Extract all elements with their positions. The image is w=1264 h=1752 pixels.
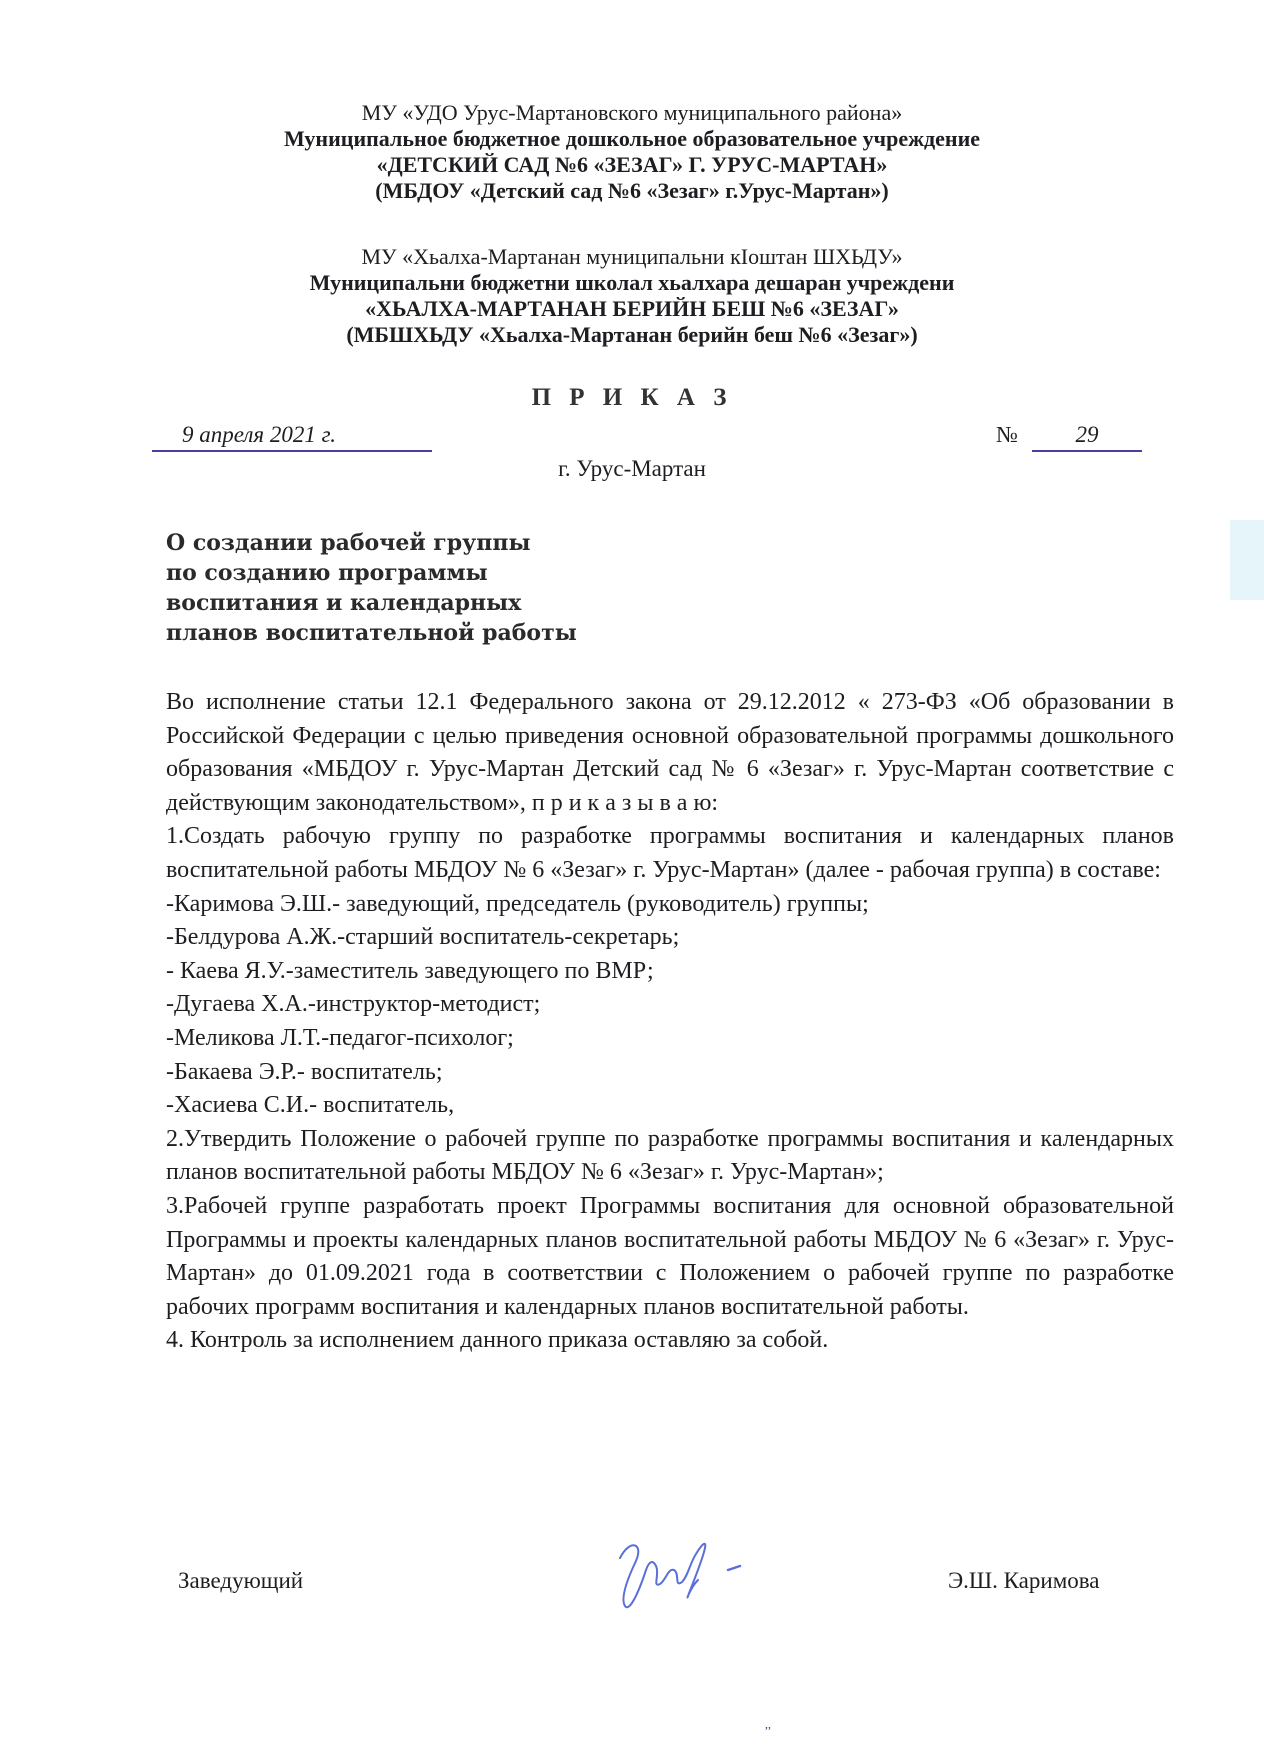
member-list-item: -Дугаева Х.А.-инструктор-методист; xyxy=(166,991,541,1018)
member-list-item: - Каева Я.У.-заместитель заведующего по ВМР; xyxy=(166,957,654,984)
signer-name: Э.Ш. Каримова xyxy=(948,1568,1100,1593)
signer-position: Заведующий xyxy=(178,1568,304,1593)
header-ce-line2: Муниципальни бюджетни школал хьалхара дешаран учреждени xyxy=(309,270,955,295)
order-date: 9 апреля 2021 г. xyxy=(182,422,337,447)
header-ru-line4: (МБДОУ «Детский сад №6 «Зезаг» г.Урус-Мартан») xyxy=(375,178,889,203)
member-list-item: -Бакаева Э.Р.- воспитатель; xyxy=(166,1058,443,1085)
scan-edge-tint xyxy=(1230,520,1264,600)
subject-line: планов воспитательной работы xyxy=(166,620,577,646)
order-number-field xyxy=(996,420,1142,452)
order-city: г. Урус-Мартан xyxy=(558,456,706,481)
member-list-item: -Каримова Э.Ш.- заведующий, председатель (руководитель) группы; xyxy=(166,890,869,917)
order-number: 29 xyxy=(1032,420,1142,452)
header-chechen xyxy=(0,244,1264,348)
scan-speck: ,, xyxy=(765,1717,771,1731)
subject-line: воспитания и календарных xyxy=(166,590,522,616)
header-ce-line1: МУ «Хьалха-Мартанан муниципальни кӀоштан ШХЬДУ» xyxy=(361,244,903,269)
order-body xyxy=(166,686,1174,1358)
member-list-item: -Меликова Л.Т.-педагог-психолог; xyxy=(166,1024,514,1051)
item-1-paragraph: 1.Создать рабочую группу по разработке программы воспитания и календарных планов воспитательной работы МБДОУ № 6 «Зезаг» г. Урус-Мартан» (далее - рабочая группа) в составе: xyxy=(166,823,1174,883)
member-list-item: -Хасиева С.И.- воспитатель, xyxy=(166,1092,455,1119)
subject-line: по созданию программы xyxy=(166,560,488,586)
header-ru-line2: Муниципальное бюджетное дошкольное образовательное учреждение xyxy=(283,126,981,151)
signature-block xyxy=(0,1558,1264,1618)
order-number-label: № xyxy=(996,422,1018,447)
header-russian xyxy=(0,100,1264,204)
handwritten-signature-icon xyxy=(590,1518,790,1618)
header-ce-line3: «ХЬАЛХА-МАРТАНАН БЕРИЙН БЕШ №6 «ЗЕЗАГ» xyxy=(365,296,899,321)
order-subject xyxy=(166,528,577,648)
header-ru-line1: МУ «УДО Урус-Мартановского муниципального района» xyxy=(361,100,903,125)
header-ce-line4: (МБШХЬДУ «Хьалха-Мартанан берийн беш №6 «Зезаг») xyxy=(346,322,918,347)
order-date-field xyxy=(152,420,432,452)
order-title: П Р И К А З xyxy=(531,384,733,411)
subject-line: О создании рабочей группы xyxy=(166,530,531,556)
header-ru-line3: «ДЕТСКИЙ САД №6 «ЗЕЗАГ» Г. УРУС-МАРТАН» xyxy=(376,152,888,177)
item-4-paragraph: 4. Контроль за исполнением данного приказа оставляю за собой. xyxy=(166,1327,829,1354)
item-3-paragraph: 3.Рабочей группе разработать проект Программы воспитания для основной образовательной Программы и проекты календарных планов воспитательной работы МБДОУ № 6 «Зезаг» г. Урус-Мартан» до 01.09.2021 года в соответствии с Положением о рабочей группе по разработке рабочих программ воспитания и календарных планов воспитательной работы. xyxy=(166,1192,1174,1320)
item-2-paragraph: 2.Утвердить Положение о рабочей группе по разработке программы воспитания и календарных планов воспитательной работы МБДОУ № 6 «Зезаг» г. Урус-Мартан»; xyxy=(166,1125,1174,1186)
member-list-item: -Белдурова А.Ж.-старший воспитатель-секретарь; xyxy=(166,924,680,951)
preamble-paragraph: Во исполнение статьи 12.1 Федерального закона от 29.12.2012 « 273-ФЗ «Об образовании в Российской Федерации с целью приведения основной образовательной программы дошкольного образования «МБДОУ г. Урус-Мартан Детский сад № 6 «Зезаг» г. Урус-Мартан соответствие с действующим законодательством», п р и к а з ы в а ю: xyxy=(166,689,1174,816)
